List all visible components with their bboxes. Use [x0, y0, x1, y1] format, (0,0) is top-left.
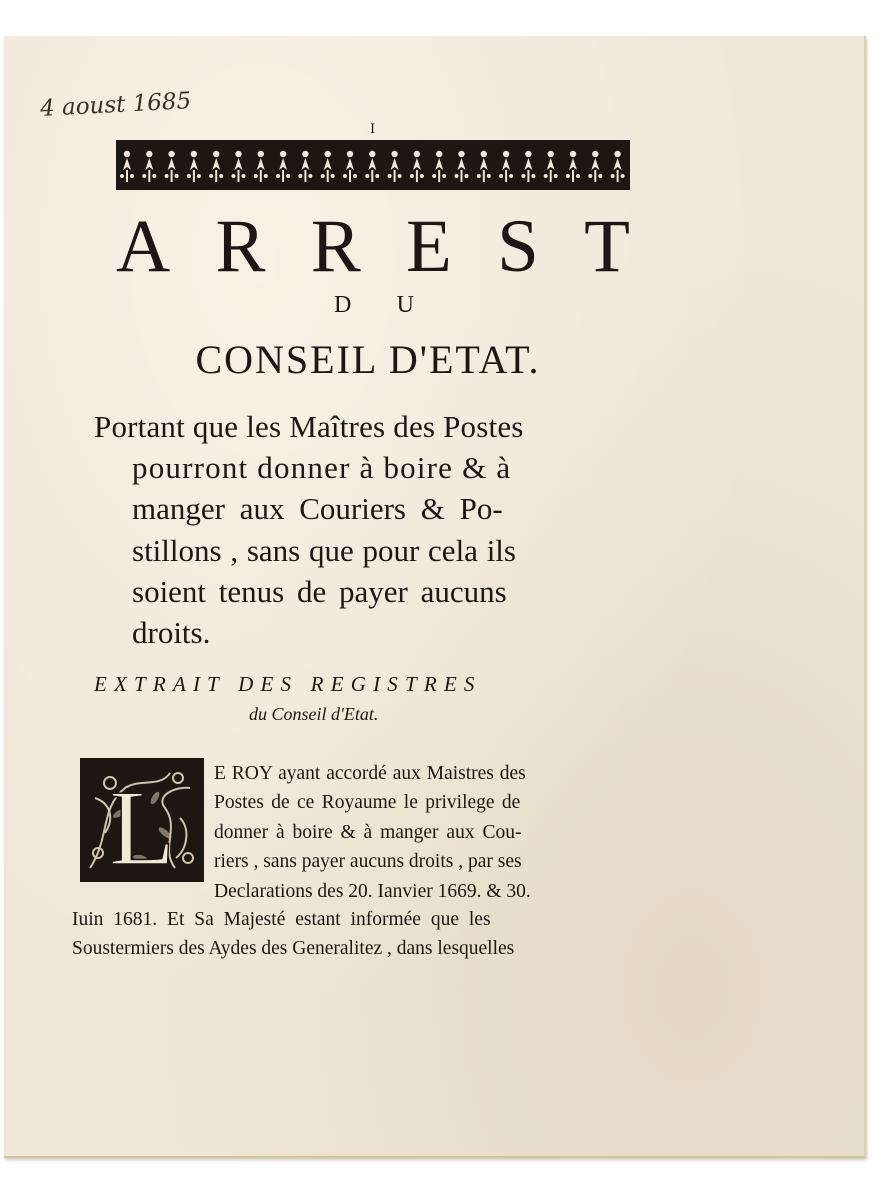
- body-line: Postes de ce Royaume le privilege de: [214, 792, 521, 813]
- ornamental-band-icon: [116, 140, 630, 190]
- dropcap-letter: L: [109, 769, 175, 882]
- decorated-initial-icon: [80, 758, 204, 882]
- subtitle-line: soient tenus de payer aucuns: [132, 574, 507, 609]
- title-arrest: [116, 204, 630, 290]
- title-letter: U: [396, 292, 414, 318]
- title-letter: A: [116, 205, 171, 288]
- body-line: E ROY ayant accordé aux Maistres des: [214, 763, 526, 784]
- body-line: riers , sans payer aucuns droits , par ses: [214, 851, 522, 872]
- subtitle-line: pourront donner à boire & à: [132, 450, 512, 485]
- title-letter: S: [497, 205, 539, 288]
- subtitle-line: Portant que les Maîtres des Postes: [94, 409, 524, 444]
- subtitle-line: droits.: [132, 615, 211, 650]
- body-line: Declarations des 20. Ianvier 1669. & 30.: [214, 881, 531, 902]
- title-letter: T: [584, 205, 630, 288]
- title-letter: E: [406, 205, 452, 288]
- subtitle-line: stillons , sans que pour cela ils: [132, 533, 516, 568]
- title-letter: R: [215, 205, 266, 288]
- folio-number: I: [370, 122, 376, 137]
- title-letter: D: [334, 292, 352, 318]
- body-line: donner à boire & à manger aux Cou-: [214, 822, 522, 843]
- extrait-heading: EXTRAIT DES REGISTRES: [94, 672, 482, 696]
- extrait-subheading: du Conseil d'Etat.: [249, 704, 379, 724]
- subtitle-line: manger aux Couriers & Po-: [132, 491, 503, 526]
- body-line: Soustermiers des Aydes des Generalitez , dans lesquelles: [72, 938, 515, 959]
- document-page: [4, 36, 866, 1158]
- title-du: [334, 292, 414, 319]
- handwritten-date-note: 4 aoust 1685: [39, 88, 192, 122]
- title-conseil: CONSEIL D'ETAT.: [195, 337, 541, 382]
- body-line: Iuin 1681. Et Sa Majesté estant informée que les: [72, 909, 491, 930]
- title-letter: R: [310, 205, 361, 288]
